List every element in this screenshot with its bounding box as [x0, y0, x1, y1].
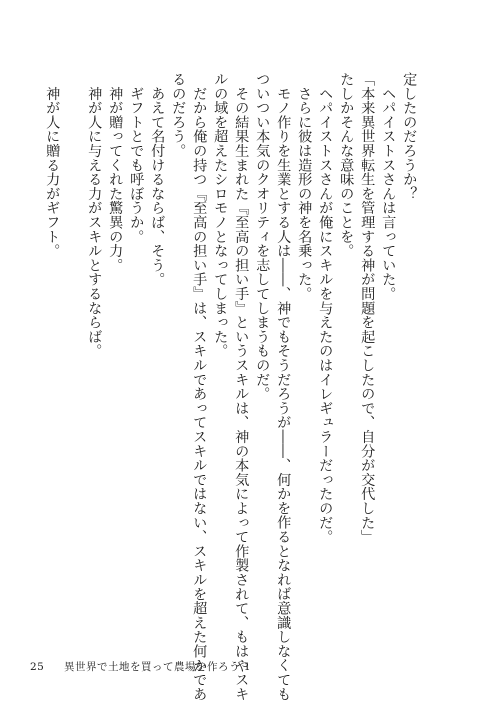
text-line: ルの域を超えたシロモノとなってしまった。 [212, 72, 229, 358]
text-line: 神が贈ってくれた驚異の力。 [107, 72, 124, 273]
text-line: たしかそんな意味のことを。 [338, 72, 355, 258]
text-line: ギフトとでも呼ぼうか。 [128, 72, 145, 244]
text-line: モノ作りを生業とする人は――、神でもそうだろうが――、何かを作るとなれば意識しなくても [275, 72, 292, 702]
text-line: 神が人に与える力がスキルとするならば。 [86, 72, 103, 358]
text-line: 定したのだろうか？ [401, 72, 418, 201]
text-line: だから俺の持つ『至高の担い手』は、スキルであってスキルではない、スキルを超えた何かであ [191, 72, 208, 702]
text-line: ヘパイストスさんが俺にスキルを与えたのはイレギュラーだったのだ。 [317, 72, 334, 544]
text-line: 「本来異世界転生を管理する神が問題を起こしたので、自分が交代した」 [359, 72, 376, 544]
text-line: 神が人に贈る力がギフト。 [44, 72, 61, 258]
page-footer [30, 659, 251, 674]
text-line: さらに彼は造形の神を名乗った。 [296, 72, 313, 301]
text-line: あえて名付けるならば、そう。 [149, 72, 166, 287]
text-line: その結果生まれた『至高の担い手』というスキルは、神の本気によって作製されて、もはやスキ [233, 72, 250, 702]
page-number: 25 [30, 661, 45, 673]
running-title: 異世界で土地を買って農場を作ろう 1 [64, 661, 252, 673]
text-line: ついつい本気のクオリティを志してしまうものだ。 [254, 72, 271, 401]
text-line: ヘパイストスさんは言っていた。 [380, 72, 397, 301]
text-line: るのだろう。 [170, 72, 187, 158]
